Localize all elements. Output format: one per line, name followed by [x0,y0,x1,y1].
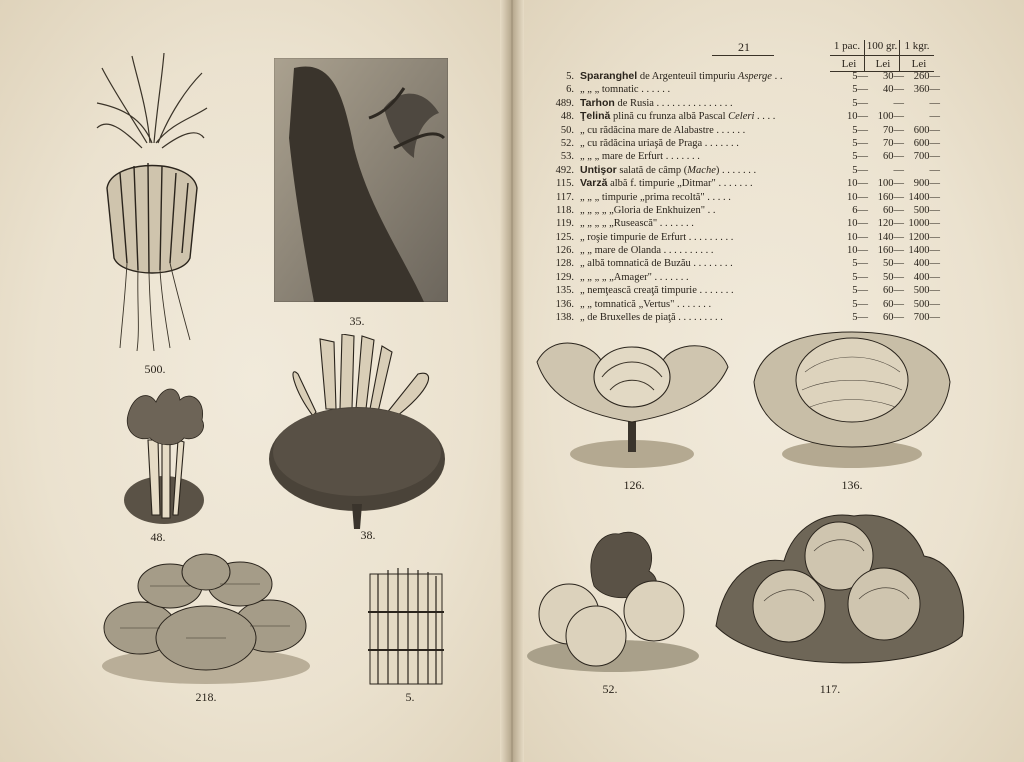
col-header-packet: 1 pac. [833,40,861,52]
price-100g: 120— [877,218,904,230]
item-number: 118. [556,204,574,216]
item-description [580,284,856,297]
price-packet: 10— [847,218,868,230]
item-number: 115. [556,178,574,190]
col-unit-3: Lei [911,58,927,70]
price-packet: 5— [852,271,868,283]
table-row [540,217,940,230]
item-french-name: Celeri [728,111,755,123]
item-description [580,97,856,110]
item-text: „ „ „ mare de Erfurt . . . . . . . [580,151,700,163]
item-text: „ „ „ „ „Gloria de Enkhuizen" . . [580,204,716,216]
item-text: „ „ tomnatică „Vertus" . . . . . . . [580,298,712,310]
item-leader-dots: . . . . [754,111,776,123]
price-packet: 10— [847,191,868,203]
price-packet: 5— [852,124,868,136]
item-text: de Argenteuil timpuriu [637,71,738,82]
item-description [580,257,856,270]
item-description [580,110,856,123]
price-packet: 10— [847,178,868,190]
price-100g: 100— [877,111,904,123]
table-row [540,124,940,137]
item-text: „ „ „ timpurie „prima recoltă" . . . . . [580,191,731,203]
price-100g: 60— [883,312,904,324]
page-number: 21 [738,40,750,54]
illustration-celeriac [524,526,702,674]
item-name: Ţelină [580,110,611,123]
caption-117: 117. [819,682,841,696]
table-row [540,284,940,297]
item-number: 117. [556,191,574,203]
price-packet: 10— [847,111,868,123]
table-row [540,231,940,244]
price-kg: 500— [913,285,940,297]
price-kg: 600— [913,137,940,149]
item-text: salată de câmp ( [616,164,688,176]
item-text: de Rusia . . . . . . . . . . . . . . . [614,97,733,109]
price-packet: 5— [852,97,868,109]
price-packet: 5— [852,298,868,310]
price-100g: 70— [883,124,904,136]
item-french-name: Mache [687,164,716,176]
price-kg: 1400— [908,191,940,203]
item-leader-dots: ) . . . . . . . [715,164,757,176]
item-french-name: Asperge [737,71,772,82]
item-description [580,298,856,311]
item-description [580,271,856,284]
item-number: 48. [560,111,574,123]
price-100g: — [893,97,904,109]
table-row [540,70,940,83]
table-row [540,110,940,123]
table-row [540,177,940,190]
price-kg: — [929,97,940,109]
price-kg: 700— [913,312,940,324]
table-row [540,164,940,177]
item-number: 125. [555,231,574,243]
price-kg: 900— [913,178,940,190]
item-description [580,150,856,163]
price-packet: 10— [847,245,868,257]
item-number: 126. [555,245,574,257]
item-text: „ „ „ „ „Rusească" . . . . . . . [580,218,694,230]
price-100g: 160— [877,245,904,257]
illustration-cabbage-117 [714,506,966,678]
item-name: Sparanghel [580,70,638,82]
table-row [540,298,940,311]
item-description [580,244,856,257]
item-text: „ cu rădăcina uriaşă de Praga . . . . . . . [580,137,739,149]
illustration-cabbage-136 [750,322,954,472]
item-description [580,177,856,190]
seed-price-table [540,70,940,324]
col-header-100g: 100 gr. [866,40,898,52]
price-100g: 70— [883,137,904,149]
price-packet: 5— [852,71,868,82]
item-text: „ cu rădăcina mare de Alabastre . . . . . . [580,124,746,136]
illustration-asparagus [366,562,446,686]
price-kg: 500— [913,298,940,310]
price-kg: — [929,164,940,176]
caption-48: 48. [150,530,166,544]
table-row [540,191,940,204]
price-kg: — [929,111,940,123]
price-100g: 50— [883,258,904,270]
caption-218: 218. [195,690,217,704]
item-description [580,217,856,230]
price-kg: 400— [913,258,940,270]
item-description [580,231,856,244]
item-name: Untişor [580,163,617,176]
table-row [540,97,940,110]
item-text: „ „ mare de Olanda . . . . . . . . . . [580,245,714,257]
item-number: 119. [556,218,574,230]
price-kg: 500— [913,204,940,216]
illustration-turnip [268,334,446,530]
price-packet: 5— [852,84,868,96]
col-unit-1: Lei [841,58,857,70]
photo-black-radish [274,58,448,302]
table-row [540,204,940,217]
price-packet: 5— [852,151,868,163]
item-text: „ albă tomnatică de Buzău . . . . . . . . [580,258,733,270]
price-100g: 160— [877,191,904,203]
item-number: 489. [555,97,574,109]
item-number: 53. [560,151,574,163]
item-text: „ „ „ tomnatic . . . . . . [580,84,671,96]
price-kg: 1000— [908,218,940,230]
caption-500: 500. [144,362,166,376]
item-text: „ roşie timpurie de Erfurt . . . . . . . . . [580,231,734,243]
table-row [540,271,940,284]
item-number: 135. [555,285,574,297]
item-description [580,191,856,204]
price-packet: 5— [852,164,868,176]
item-name: Varză [580,177,608,190]
caption-35: 35. [349,314,365,328]
price-100g: 30— [883,71,904,82]
col-unit-2: Lei [875,58,891,70]
caption-126: 126. [623,478,645,492]
price-kg: 700— [913,151,940,163]
item-description [580,70,856,83]
price-100g: 50— [883,271,904,283]
price-packet: 10— [847,231,868,243]
caption-38: 38. [360,528,376,542]
price-100g: 60— [883,204,904,216]
illustration-lettuce [100,548,312,686]
item-number: 138. [555,312,574,324]
price-kg: 360— [913,84,940,96]
price-100g: — [893,164,904,176]
item-number: 136. [555,298,574,310]
col-header-kg: 1 kgr. [904,40,930,52]
item-text: albă f. timpurie „Ditmar" . . . . . . . [607,178,753,190]
item-number: 50. [560,124,574,136]
item-name: Tarhon [580,96,615,109]
table-row [540,137,940,150]
item-description [580,124,856,137]
item-description [580,204,856,217]
price-100g: 60— [883,151,904,163]
price-100g: 60— [883,285,904,297]
item-description [580,137,856,150]
illustration-root-bunch [92,48,212,353]
item-description [580,83,856,96]
caption-5: 5. [405,690,415,704]
item-number: 128. [555,258,574,270]
illustration-celery [118,380,212,526]
item-text: „ nemţească creaţă timpurie . . . . . . . [580,285,734,297]
item-number: 52. [560,137,574,149]
item-number: 492. [555,164,574,176]
header-divider-2 [899,40,900,72]
item-number: 129. [555,271,574,283]
price-kg: 600— [913,124,940,136]
price-100g: 40— [883,84,904,96]
price-kg: 1400— [908,245,940,257]
price-packet: 5— [852,258,868,270]
item-text: „ de Bruxelles de piaţă . . . . . . . . . [580,312,723,324]
table-row [540,244,940,257]
price-kg: 1200— [908,231,940,243]
table-row [540,83,940,96]
price-packet: 5— [852,285,868,297]
price-100g: 100— [877,178,904,190]
price-kg: 260— [913,71,940,82]
item-number: 5. [566,71,574,82]
header-divider-1 [864,40,865,72]
price-100g: 140— [877,231,904,243]
illustration-cabbage-126 [532,322,732,472]
item-description [580,164,856,177]
price-packet: 5— [852,312,868,324]
book-gutter [500,0,524,762]
item-text: plină cu frunza albă Pascal [610,111,729,123]
price-kg: 400— [913,271,940,283]
item-leader-dots: . . [771,71,783,82]
item-number: 6. [566,84,574,96]
page-number-rule [712,55,774,56]
table-row [540,150,940,163]
caption-136: 136. [841,478,863,492]
caption-52: 52. [602,682,618,696]
table-row [540,257,940,270]
item-text: „ „ „ „ „Amager" . . . . . . . [580,271,689,283]
header-rule-top [830,55,934,56]
price-packet: 6— [852,204,868,216]
price-100g: 60— [883,298,904,310]
price-packet: 5— [852,137,868,149]
